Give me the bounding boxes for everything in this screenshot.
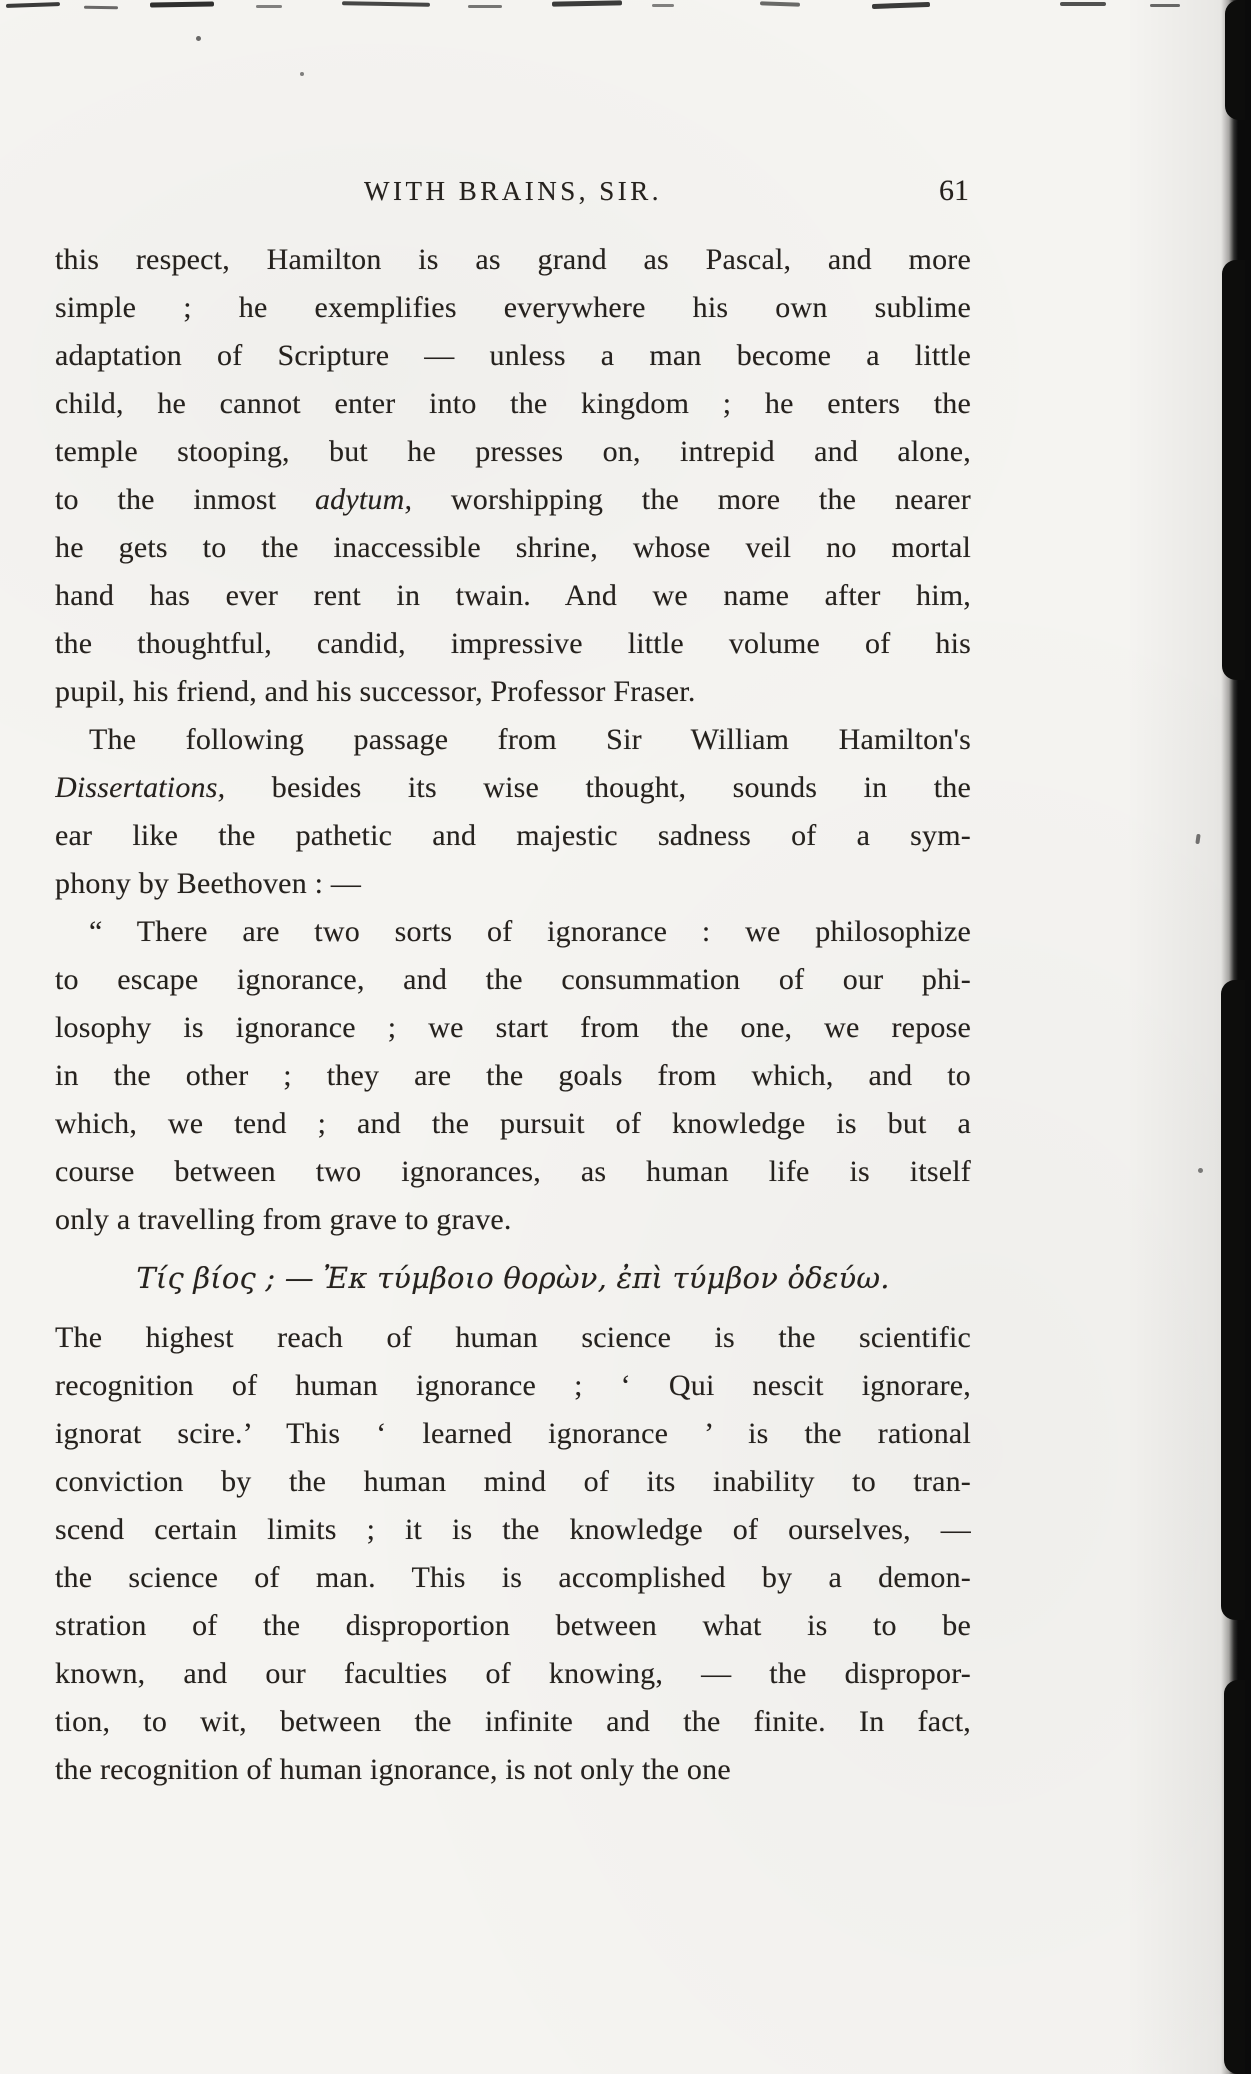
text-segment: the recognition of human ignorance, is not only the one	[55, 1753, 731, 1786]
gutter-blob	[1225, 0, 1245, 120]
gutter-blob	[1221, 980, 1245, 1620]
text-line	[55, 1314, 971, 1362]
running-header	[55, 168, 971, 214]
running-header-title: WITH BRAINS, SIR.	[363, 176, 663, 206]
speck	[1198, 1168, 1203, 1173]
text-line	[55, 572, 971, 620]
text-segment: ignorat scire.’ This ‘ learned ignorance ’ is the rational	[55, 1417, 971, 1450]
speck	[652, 4, 674, 7]
text-line	[55, 1100, 971, 1148]
text-segment: “ There are two sorts of ignorance : we philosophize	[89, 915, 971, 948]
text-line	[55, 716, 971, 764]
speck	[1195, 834, 1200, 844]
speck	[1150, 4, 1180, 7]
text-segment: hand has ever rent in twain. And we name after him,	[55, 579, 971, 612]
speck	[342, 1, 430, 7]
text-line	[55, 1602, 971, 1650]
speck	[760, 1, 800, 6]
speck	[196, 36, 201, 41]
text-segment: ear like the pathetic and majestic sadness of a sym-	[55, 819, 971, 852]
text-segment: scend certain limits ; it is the knowledge of ourselves, —	[55, 1513, 971, 1546]
text-segment: The following passage from Sir William Hamilton's	[89, 723, 971, 756]
text-segment: in the other ; they are the goals from which, and to	[55, 1059, 971, 1092]
text-line	[55, 764, 971, 812]
text-line	[55, 236, 971, 284]
text-segment: recognition of human ignorance ; ‘ Qui nescit ignorare,	[55, 1369, 971, 1402]
text-line	[55, 524, 971, 572]
text-segment: pupil, his friend, and his successor, Professor Fraser.	[55, 675, 696, 708]
italic-text: adytum,	[314, 483, 413, 516]
text-segment: adaptation of Scripture — unless a man become a little	[55, 339, 971, 372]
text-line	[55, 812, 971, 860]
speck	[84, 6, 118, 10]
text-segment: stration of the disproportion between what is to be	[55, 1609, 971, 1642]
text-line	[55, 332, 971, 380]
text-segment: child, he cannot enter into the kingdom ; he enters the	[55, 387, 971, 420]
text-segment: known, and our faculties of knowing, — the dispropor-	[55, 1657, 971, 1690]
speck	[1060, 2, 1106, 6]
text-line	[55, 1554, 971, 1602]
italic-text: Dissertations,	[55, 771, 226, 804]
text-segment: to the inmost	[55, 483, 315, 516]
text-line	[55, 476, 971, 524]
text-segment: this respect, Hamilton is as grand as Pascal, and more	[55, 243, 971, 276]
text-segment: which, we tend ; and the pursuit of knowledge is but a	[55, 1107, 971, 1140]
text-line	[55, 1196, 971, 1244]
text-segment: simple ; he exemplifies everywhere his own sublime	[55, 291, 971, 324]
text-line	[55, 620, 971, 668]
speck	[6, 2, 60, 8]
speck	[468, 5, 502, 8]
text-line	[55, 1698, 971, 1746]
text-line	[55, 380, 971, 428]
text-line	[55, 1148, 971, 1196]
text-line	[55, 1410, 971, 1458]
text-segment: Τίς βίος ; — Ἐκ τύμβοιο θορὼν, ἐπὶ τύμβον ὁδεύω.	[136, 1261, 890, 1295]
speck	[300, 72, 304, 76]
text-line	[55, 1506, 971, 1554]
paragraph-hamilton-pascal	[55, 236, 971, 716]
text-line	[55, 1458, 971, 1506]
text-line	[55, 284, 971, 332]
text-line	[55, 956, 971, 1004]
text-line	[55, 1052, 971, 1100]
page-content	[55, 168, 971, 1794]
paragraph-two-sorts-of-ignorance	[55, 908, 971, 1244]
text-segment: the science of man. This is accomplished by a demon-	[55, 1561, 971, 1594]
speck	[256, 5, 282, 8]
text-segment: only a travelling from grave to grave.	[55, 1203, 512, 1236]
gutter-blob	[1222, 260, 1245, 680]
text-segment: he gets to the inaccessible shrine, whose veil no mortal	[55, 531, 971, 564]
text-segment: course between two ignorances, as human life is itself	[55, 1155, 971, 1188]
text-segment: to escape ignorance, and the consummation of our phi-	[55, 963, 971, 996]
text-line	[55, 1650, 971, 1698]
speck	[872, 2, 930, 9]
scan-gutter-shadow	[1221, 0, 1251, 2074]
text-segment: losophy is ignorance ; we start from the one, we repose	[55, 1011, 971, 1044]
text-line	[55, 908, 971, 956]
text-segment: besides its wise thought, sounds in the	[225, 771, 971, 804]
gutter-blob	[1224, 1680, 1245, 2074]
text-segment: temple stooping, but he presses on, intrepid and alone,	[55, 435, 971, 468]
text-segment: The highest reach of human science is the scientific	[55, 1321, 971, 1354]
text-segment: worshipping the more the nearer	[412, 483, 971, 516]
text-segment: tion, to wit, between the infinite and the finite. In fact,	[55, 1705, 971, 1738]
paragraph-following-passage	[55, 716, 971, 908]
text-segment: phony by Beethoven : —	[55, 867, 362, 900]
text-line	[55, 428, 971, 476]
page-number: 61	[939, 174, 969, 207]
text-segment: the thoughtful, candid, impressive little volume of his	[55, 627, 971, 660]
speck	[552, 0, 622, 6]
text-line	[55, 860, 971, 908]
speck	[150, 1, 214, 7]
text-line	[55, 1004, 971, 1052]
text-line	[55, 668, 971, 716]
text-line	[55, 1746, 971, 1794]
text-line	[55, 1254, 971, 1302]
page-text-body	[55, 236, 971, 1794]
text-segment: conviction by the human mind of its inability to tran-	[55, 1465, 971, 1498]
paragraph-highest-reach	[55, 1314, 971, 1794]
greek-epigram	[55, 1254, 971, 1302]
text-line	[55, 1362, 971, 1410]
